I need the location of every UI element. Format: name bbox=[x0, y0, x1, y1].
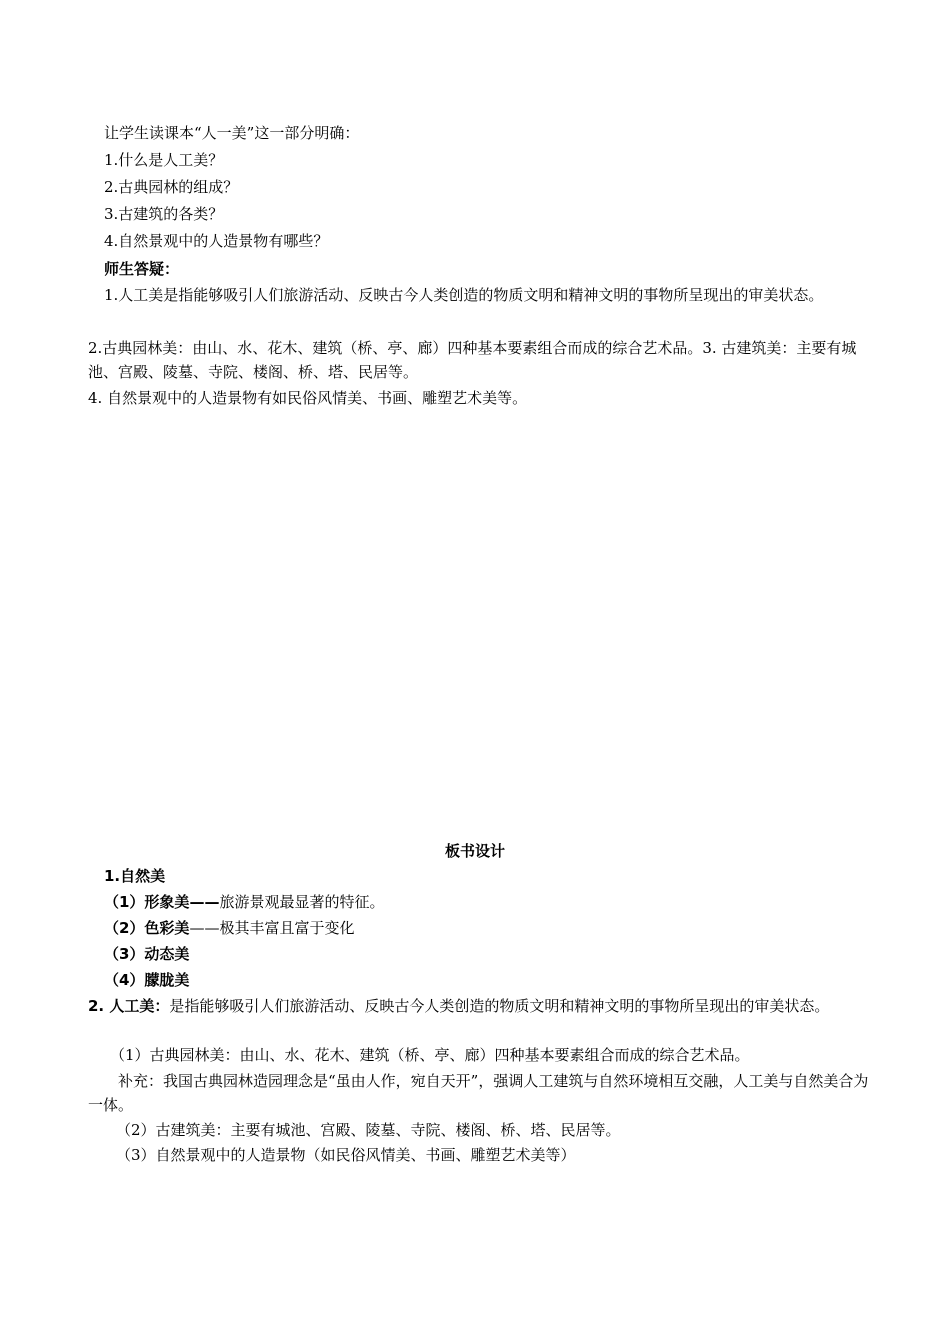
natural-item-3-label: （3）动态美 bbox=[104, 945, 190, 963]
question-3: 3.古建筑的各类？ bbox=[104, 205, 224, 223]
question-1: 1.什么是人工美？ bbox=[104, 151, 224, 169]
natural-item-3 bbox=[104, 943, 894, 965]
intro-text: 让学生读课本“人一美”这一部分明确： bbox=[104, 124, 360, 142]
natural-item-2 bbox=[104, 917, 894, 939]
supplement-text: 补充：我国古典园林造园理念是“虽由人作，宛自天开”，强调人工建筑与自然环境相互交融，人工美与自然美合为一体。 bbox=[88, 1072, 869, 1114]
artificial-desc: 是指能够吸引人们旅游活动、反映古今人类创造的物质文明和精神文明的事物所呈现出的审美状态。 bbox=[169, 997, 830, 1015]
board-title: 板书设计 bbox=[444, 842, 505, 860]
answer-2: 2.古典园林美：由山、水、花木、建筑（桥、亭、廊）四种基本要素组合而成的综合艺术品。3. 古建筑美：主要有城池、宫殿、陵墓、寺院、楼阁、桥、塔、民居等。 bbox=[88, 339, 857, 381]
question-4: 4.自然景观中的人造景物有哪些？ bbox=[104, 232, 329, 250]
natural-item-2-desc: ——极其丰富且富于变化 bbox=[189, 919, 355, 937]
natural-heading: 1.自然美 bbox=[104, 867, 166, 885]
artificial-heading: 2. 人工美： bbox=[88, 997, 170, 1015]
garden-item: （1）古典园林美：由山、水、花木、建筑（桥、亭、廊）四种基本要素组合而成的综合艺术品。 bbox=[110, 1046, 750, 1064]
natural-item-1-desc: 旅游景观最显著的特征。 bbox=[219, 893, 385, 911]
natural-item-4 bbox=[104, 969, 894, 991]
scenery-item: （3）自然景观中的人造景物（如民俗风情美、书画、雕塑艺术美等） bbox=[116, 1146, 576, 1164]
natural-item-1-label: （1）形象美—— bbox=[104, 893, 220, 911]
natural-item-2-label: （2）色彩美 bbox=[104, 919, 190, 937]
answer-1: 1.人工美是指能够吸引人们旅游活动、反映古今人类创造的物质文明和精神文明的事物所呈现出的审美状态。 bbox=[104, 286, 824, 304]
answer-heading: 师生答疑： bbox=[104, 260, 180, 278]
natural-item-4-label: （4）朦胧美 bbox=[104, 971, 190, 989]
natural-item-1 bbox=[104, 891, 894, 913]
artificial-section bbox=[88, 994, 878, 1018]
answer-4: 4. 自然景观中的人造景物有如民俗风情美、书画、雕塑艺术美等。 bbox=[88, 389, 528, 407]
architecture-item: （2）古建筑美：主要有城池、宫殿、陵墓、寺院、楼阁、桥、塔、民居等。 bbox=[116, 1121, 621, 1139]
question-2: 2.古典园林的组成？ bbox=[104, 178, 239, 196]
